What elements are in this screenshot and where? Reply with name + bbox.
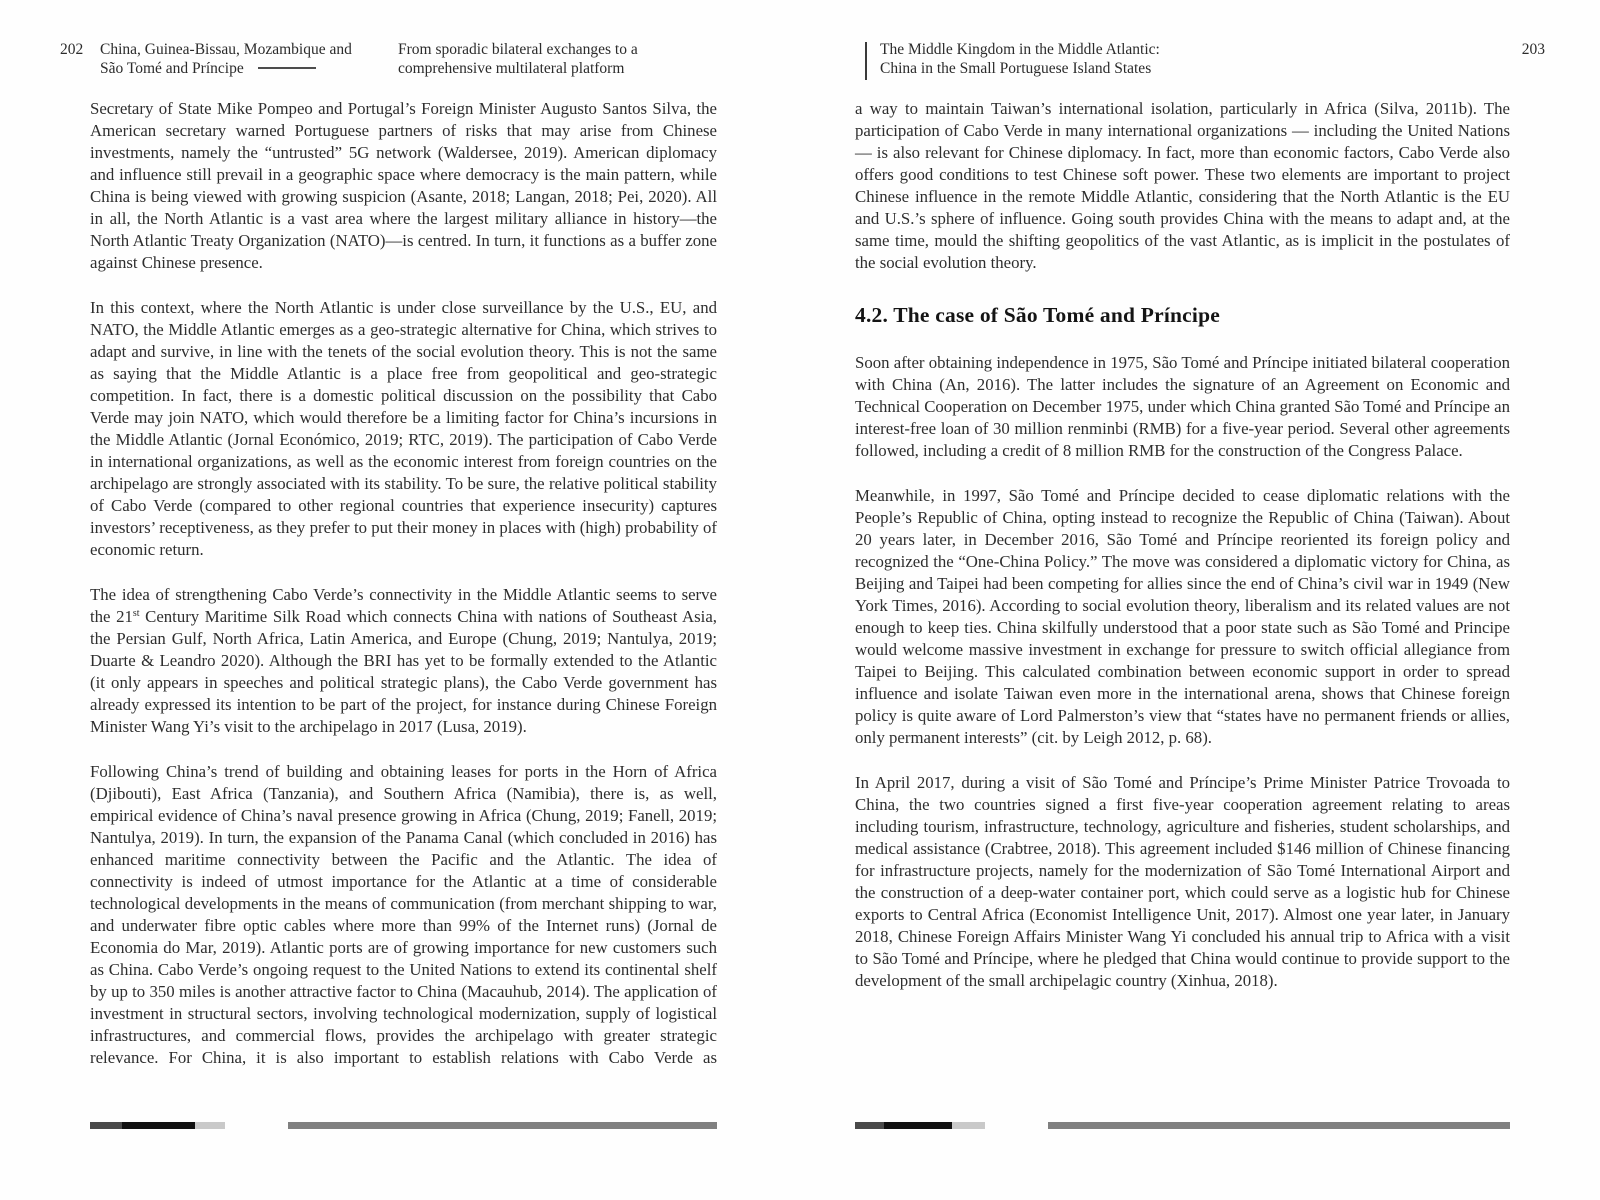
page-number-right: 203 [1521,41,1545,58]
footer-ornament-left [90,1122,717,1129]
bar-segment-long [288,1122,717,1129]
running-title-left [100,40,395,78]
chapter-title [398,40,698,78]
bar-segment-long [1048,1122,1510,1129]
paragraph [90,584,717,738]
paragraph: Soon after obtaining independence in 1975, São Tomé and Príncipe initiated bilateral cooperation with China (An, 2016). The latter includes the signature of an Agreement on Economic and Technical Cooperation on December 1975, under which China granted São Tomé and Príncipe an interest-free loan of 30 million renminbi (RMB) for a five-year period. Several other agreements followed, including a credit of 8 million RMB for the construction of the Congress Palace. [855,353,1510,460]
paragraph: In April 2017, during a visit of São Tomé and Príncipe’s Prime Minister Patrice Trovoada to China, the two countries signed a first five-year cooperation agreement relating to areas including tourism, infrastructure, technology, agriculture and fisheries, student scholarships, and medical assistance (Crabtree, 2018). This agreement included $146 million of Chinese financing for infrastructure projects, namely for the modernization of São Tomé International Airport and the construction of a deep-water container port, which could serve as a logistic hub for Chinese exports to Central Africa (Economist Intelligence Unit, 2017). Almost one year later, in January 2018, Chinese Foreign Affairs Minister Wang Yi concluded his annual trip to Africa with a visit to São Tomé and Príncipe, where he pledged that China would continue to provide support to the development of the small archipelagic country (Xinhua, 2018). [855,773,1510,990]
section-heading: 4.2. The case of São Tomé and Príncipe [855,303,1220,327]
paragraph: a way to maintain Taiwan’s international isolation, particularly in Africa (Silva, 2011b). The participation of Cabo Verde in many international organizations — including the United Nations — is also relevant for Chinese diplomacy. In fact, more than economic factors, Cabo Verde also offers good conditions to test Chinese soft power. These two elements are important to project Chinese influence in the remote Middle Atlantic, considering that the North Atlantic is the EU and U.S.’s sphere of influence. Going south provides China with the means to adapt and, at the same time, mould the shifting geopolitics of the vast Atlantic, as is implicit in the postulates of the social evolution theory. [855,99,1510,272]
footer-ornament-right [855,1122,1510,1129]
paragraph: Meanwhile, in 1997, São Tomé and Príncipe decided to cease diplomatic relations with the People’s Republic of China, opting instead to recognize the Republic of China (Taiwan). About 20 years later, in December 2016, São Tomé and Príncipe reoriented its foreign policy and recognized the “One-China Policy.” The move was considered a diplomatic victory for China, as Beijing and Taipei had been competing for allies since the end of China’s civil war in 1949 (New York Times, 2016). According to social evolution theory, liberalism and its related values are not enough to keep ties. China skilfully understood that a poor state such as São Tomé and Principe would welcome massive investment in exchange for pressure to switch official allegiance from Taipei to Beijing. This calculated combination between economic support in order to spread influence and isolate Taiwan even more in the international arena, shows that Chinese foreign policy is quite aware of Lord Palmerston’s view that “states have no permanent friends or allies, only permanent interests” (cit. by Leigh 2012, p. 68). [855,486,1510,747]
header-rule [258,67,316,69]
running-title-right [880,40,1300,78]
running-title-left-line1: China, Guinea-Bissau, Mozambique and [100,41,352,58]
paragraph-text: Century Maritime Silk Road which connects China with nations of Southeast Asia, the Persian Gulf, North Africa, Latin America, and Europe (Chung, 2019; Nantulya, 2019; Duarte & Leandro 2020). Although the BRI has yet to be formally extended to the Atlantic (it only appears in speeches and political strategic plans), the Cabo Verde government has already expressed its intention to be part of the project, for instance during Chinese Foreign Minister Wang Yi’s visit to the archipelago in 2017 (Lusa, 2019). [90,607,717,736]
paragraph-text: The idea of strengthening Cabo Verde’s connectivity in the Middle Atlantic seems to serve the 21 [90,585,717,626]
bar-segment-black [884,1122,952,1129]
page-number-left: 202 [60,41,84,58]
page-body-left [90,98,717,1092]
running-title-right-line1: The Middle Kingdom in the Middle Atlantic: [880,41,1160,58]
paragraph: In this context, where the North Atlantic is under close surveillance by the U.S., EU, and NATO, the Middle Atlantic emerges as a geo-strategic alternative for China, which strives to adapt and survive, in line with the tenets of the social evolution theory. This is not the same as saying that the Middle Atlantic is a place free from geopolitical and geo-strategic competition. In fact, there is a domestic political discussion on the possibility that Cabo Verde may join NATO, which would therefore be a limiting factor for China’s incursions in the Middle Atlantic (Jornal Económico, 2019; RTC, 2019). The participation of Cabo Verde in international organizations, as well as the economic interest from foreign countries on the archipelago are strongly associated with its stability. To be sure, the relative political stability of Cabo Verde (compared to other regional countries that experience insecurity) captures investors’ receptiveness, as they prefer to put their money in places with (high) probability of economic return. [90,298,717,559]
ordinal-superscript: st [132,608,140,619]
bar-segment-light [952,1122,985,1129]
paragraph: Secretary of State Mike Pompeo and Portugal’s Foreign Minister Augusto Santos Silva, the American secretary warned Portuguese partners of risks that may arise from Chinese investments, namely the “untrusted” 5G network (Waldersee, 2019). American diplomacy and influence still prevail in a geographic space where democracy is the main pattern, while China is being viewed with growing suspicion (Asante, 2018; Langan, 2018; Pei, 2020). All in all, the North Atlantic is a vast area where the largest military alliance in history—the North Atlantic Treaty Organization (NATO)—is centred. In turn, it functions as a buffer zone against Chinese presence. [90,99,717,272]
bar-segment-dark [855,1122,884,1129]
header-vertical-rule [865,42,867,80]
chapter-title-line1: From sporadic bilateral exchanges to a [398,41,638,58]
bar-gap [985,1122,1048,1129]
chapter-title-line2: comprehensive multilateral platform [398,60,625,77]
page-203 [855,0,1545,1200]
bar-segment-dark [90,1122,122,1129]
paragraph: Following China’s trend of building and obtaining leases for ports in the Horn of Africa (Djibouti), East Africa (Tanzania), and Southern Africa (Namibia), there is, as well, empirical evidence of China’s naval presence growing in Africa (Chung, 2019; Fanell, 2019; Nantulya, 2019). In turn, the expansion of the Panama Canal (which concluded in 2016) has enhanced maritime connectivity between the Pacific and the Atlantic. The idea of connectivity is indeed of utmost importance for the Atlantic at a time of considerable technological developments in the means of communication (from merchant shipping to war, and underwater fibre optic cables where more than 99% of the Internet runs) (Jornal de Economia do Mar, 2019). Atlantic ports are of growing importance for new customers such as China. Cabo Verde’s ongoing request to the United Nations to extend its continental shelf by up to 350 miles is another attractive factor to China (Macauhub, 2014). The application of investment in structural sectors, involving technological modernization, supply of logistical infrastructures, and commercial flows, provides the archipelago with greater strategic relevance. For China, it is also important to establish relations with Cabo Verde as [90,762,717,1067]
running-title-right-line2: China in the Small Portuguese Island States [880,60,1152,77]
bar-gap [225,1122,288,1129]
bar-segment-black [122,1122,195,1129]
bar-segment-light [195,1122,225,1129]
running-title-left-line2: São Tomé and Príncipe [100,60,244,77]
page-body-right [855,98,1510,1015]
page-202 [60,0,717,1200]
